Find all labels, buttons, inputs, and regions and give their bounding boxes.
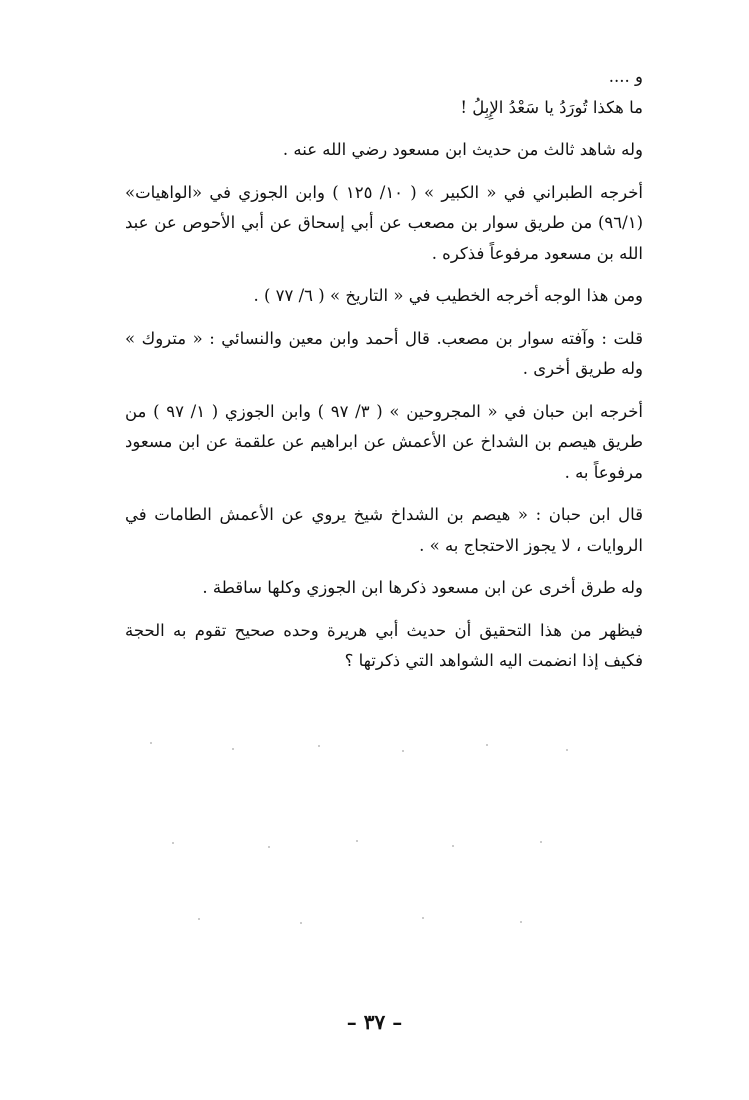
- page-number: – ٣٧ –: [346, 1010, 403, 1034]
- paragraph: أخرجه ابن حبان في « المجروحين » ( ٣/ ٩٧ ) وابن الجوزي ( ١/ ٩٧ ) من طريق هيصم بن الشداخ عن الأعمش عن ابراهيم عن علقمة عن ابن مسعود مرفوعاً به .: [125, 401, 643, 482]
- paragraph: ما هكذا تُورَدُ يا سَعْدُ الإِبِلُ !: [460, 97, 643, 117]
- paragraph: ومن هذا الوجه أخرجه الخطيب في « التاريخ » ( ٦/ ٧٧ ) .: [253, 286, 643, 305]
- paragraph: وله شاهد ثالث من حديث ابن مسعود رضي الله عنه .: [282, 140, 643, 159]
- paragraph: و ....: [608, 67, 643, 86]
- paragraph: وله طرق أخرى عن ابن مسعود ذكرها ابن الجوزي وكلها ساقطة .: [202, 578, 643, 597]
- paragraph: قلت : وآفته سوار بن مصعب. قال أحمد وابن معين والنسائي : « متروك » وله طريق أخرى .: [125, 328, 643, 378]
- paragraph: قال ابن حبان : « هيصم بن الشداخ شيخ يروي عن الأعمش الطامات في الروايات ، لا يجوز الاحتجاج به » .: [125, 505, 643, 555]
- paragraph: أخرجه الطبراني في « الكبير » ( ١٠/ ١٢٥ ) وابن الجوزي في «الواهيات» (٩٦/١) من طريق سوار بن مصعب عن أبي إسحاق عن أبي الأحوص عن عبد الله بن مسعود مرفوعاً فذكره .: [125, 182, 643, 263]
- paragraph: فيظهر من هذا التحقيق أن حديث أبي هريرة وحده صحيح تقوم به الحجة فكيف إذا انضمت اليه الشواهد التي ذكرتها ؟: [125, 620, 643, 670]
- body-text: [125, 62, 643, 689]
